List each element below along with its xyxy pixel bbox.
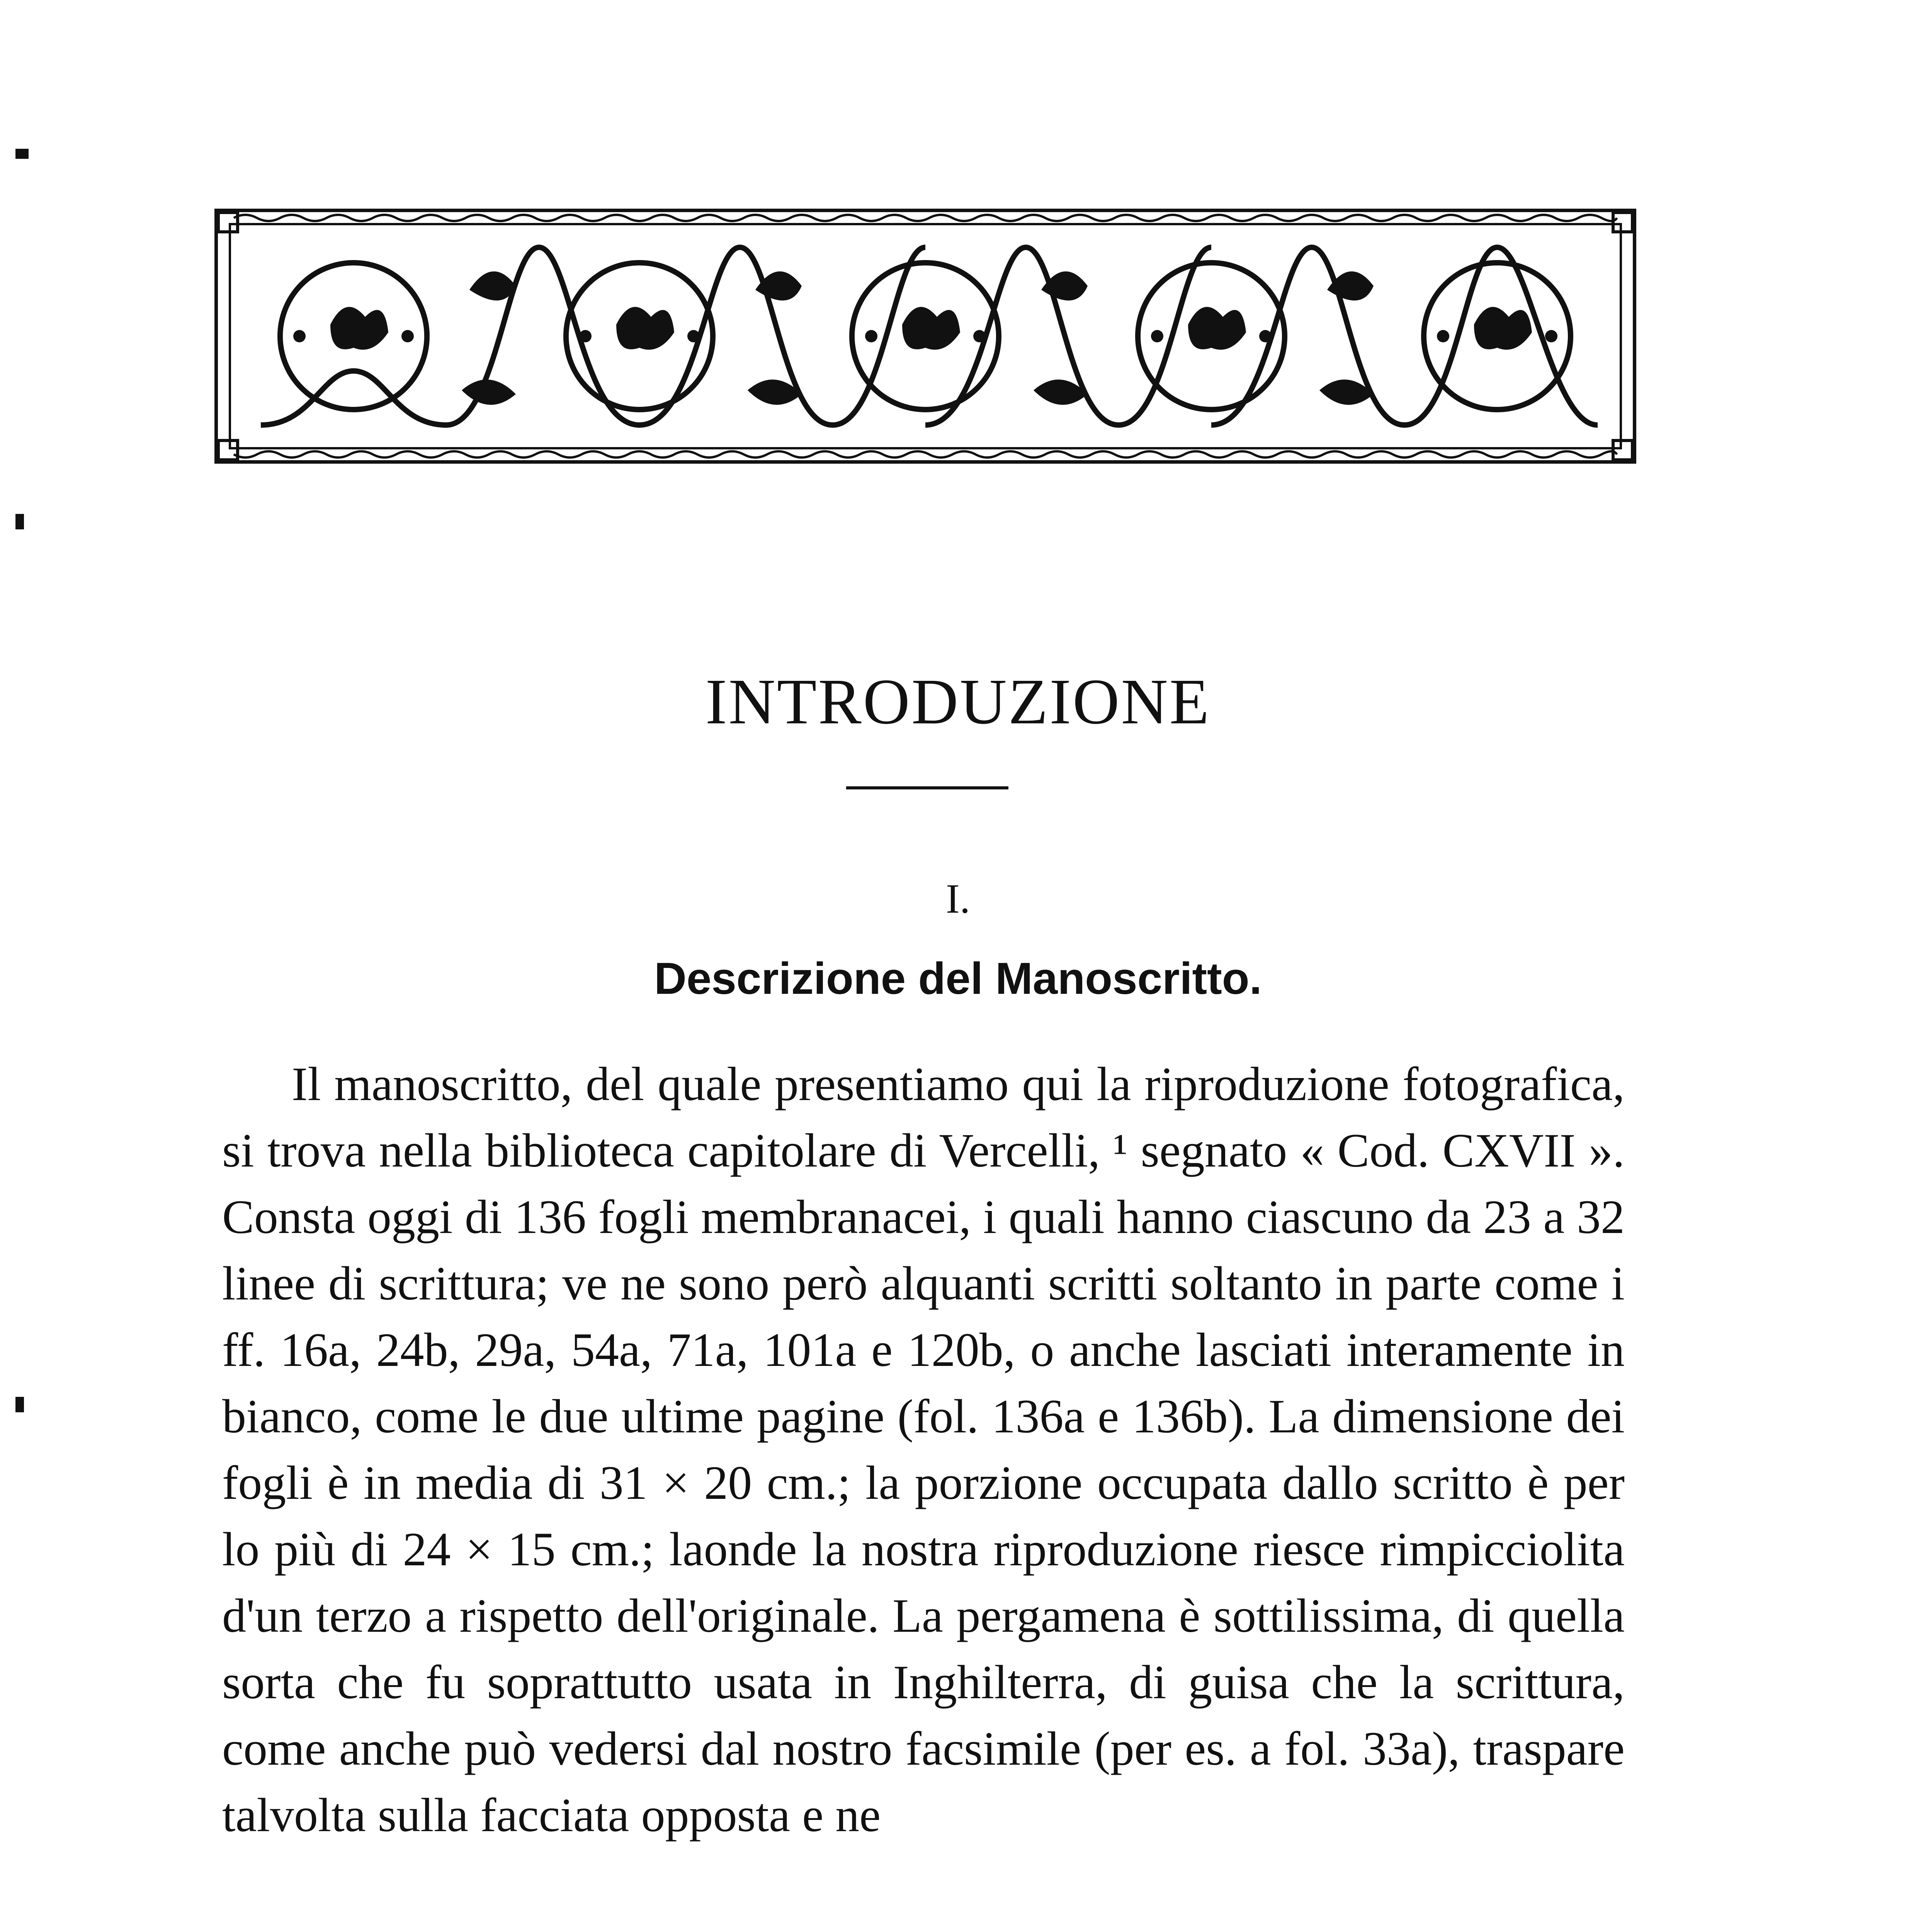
body-paragraph: Il manoscritto, del quale presentiamo qui la riproduzione fotografica, si trova nella biblioteca capitolare di Vercelli, ¹ segnato « Cod. CXVII ». Consta oggi di 136 fogli membranacei, i quali hanno ciascuno da 23 a 32 linee di scrittura; ve ne sono però alquanti scritti soltanto in parte come i ff. 16a, 24b, 29a, 54a, 71a, 101a e 120b, o anche lasciati interamente in bianco, come le due ultime pagine (fol. 136a e 136b). La dimensione dei fogli è in media di 31 × 20 cm.; la porzione occupata dallo scritto è per lo più di 24 × 15 cm.; laonde la nostra riproduzione riesce rimpicciolita d'un terzo a rispetto dell'originale. La pergamena è sottilissima, di quella sorta che fu soprattutto usata in Inghilterra, di guisa che la scrittura, come anche può vedersi dal nostro facsimile (per es. a fol. 33a), traspare talvolta sulla facciata opposta e ne xyxy=(222,1058,1625,1842)
title-divider xyxy=(846,786,1008,789)
chapter-title: INTRODUZIONE xyxy=(705,666,1211,738)
floral-scroll-headpiece-icon xyxy=(214,209,1636,464)
section-title: Descrizione del Manoscritto. xyxy=(654,953,1262,1003)
section-number: I. xyxy=(946,876,970,922)
scan-artifact-mark xyxy=(15,514,24,529)
scan-artifact-mark xyxy=(15,1397,24,1412)
scan-artifact-mark xyxy=(15,149,29,159)
main-text xyxy=(222,1051,1625,1849)
